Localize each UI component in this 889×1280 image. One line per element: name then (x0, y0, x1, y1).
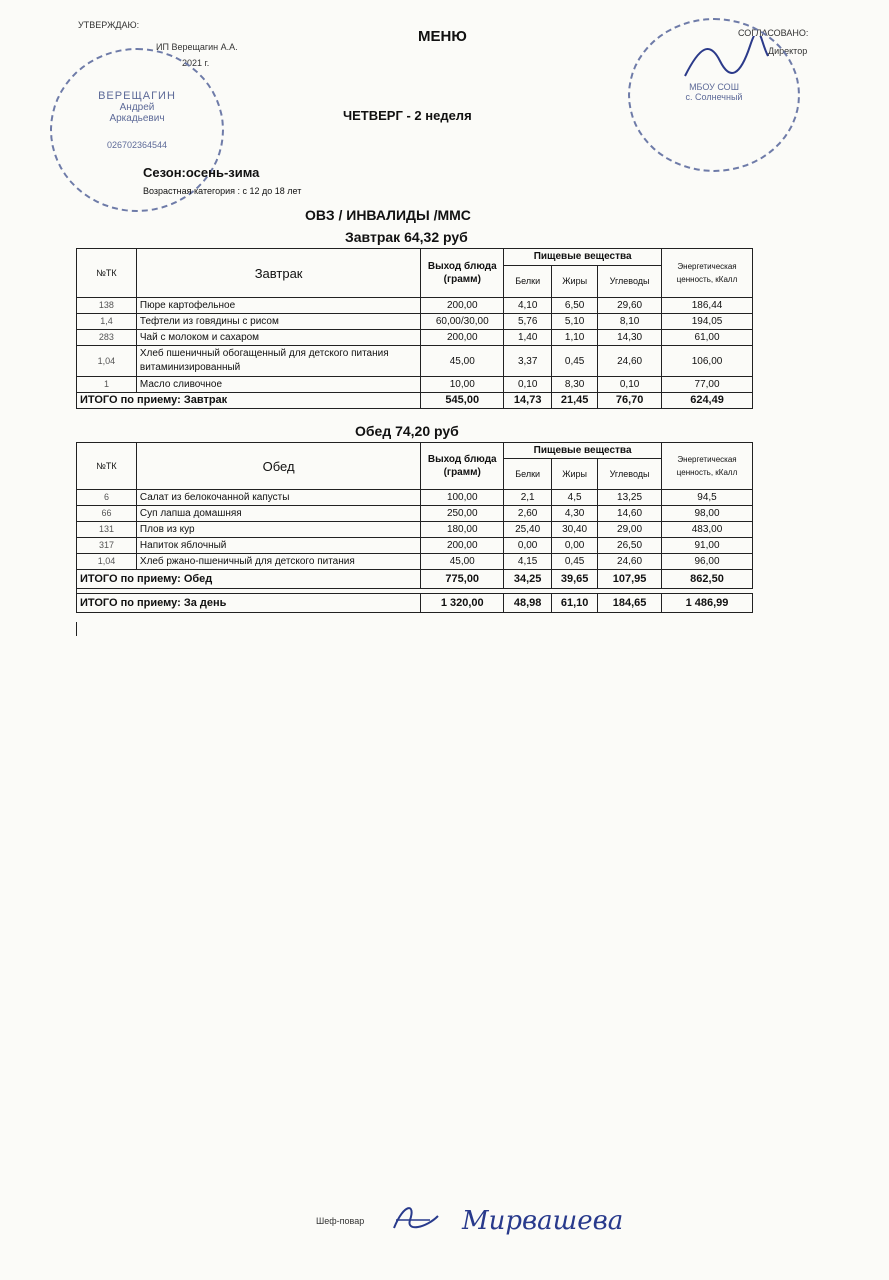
total-energy: 862,50 (662, 570, 753, 589)
cell-carbs: 24,60 (598, 554, 662, 570)
cell-proteins: 3,37 (504, 346, 552, 377)
cell-energy: 61,00 (662, 330, 753, 346)
table-row (77, 506, 753, 522)
cell-proteins: 4,10 (504, 298, 552, 314)
cell-carbs: 14,60 (598, 506, 662, 522)
day-total-yield: 1 320,00 (421, 594, 504, 613)
agreed-label: СОГЛАСОВАНО: (738, 28, 809, 38)
col-nutrients: Пищевые вещества (504, 443, 662, 459)
cell-yield: 180,00 (421, 522, 504, 538)
total-yield: 775,00 (421, 570, 504, 589)
cell-fats: 0,45 (552, 346, 598, 377)
cell-proteins: 2,1 (504, 490, 552, 506)
cell-name: Салат из белокочанной капусты (136, 490, 420, 506)
col-code: №ТК (77, 249, 137, 298)
cell-yield: 45,00 (421, 346, 504, 377)
stamp-line: МБОУ СОШ (689, 82, 739, 92)
cell-name: Хлеб ржано-пшеничный для детского питания (136, 554, 420, 570)
total-carbs: 107,95 (598, 570, 662, 589)
day-total-energy: 1 486,99 (662, 594, 753, 613)
cell-fats: 0,00 (552, 538, 598, 554)
chef-label: Шеф-повар (316, 1216, 365, 1226)
stamp-line: 026702364544 (106, 140, 168, 150)
agreed-by: Директор (768, 46, 808, 56)
total-carbs: 76,70 (598, 393, 662, 409)
table-row (77, 377, 753, 393)
cell-carbs: 13,25 (598, 490, 662, 506)
cell-proteins: 4,15 (504, 554, 552, 570)
table-row (77, 314, 753, 330)
cell-name: Чай с молоком и сахаром (136, 330, 420, 346)
total-label: ИТОГО по приему: Завтрак (77, 393, 421, 409)
chef-signature: Мирвашева (462, 1206, 624, 1236)
breakfast-title: Завтрак 64,32 руб (345, 229, 468, 245)
approved-by: ИП Верещагин А.А. (156, 42, 238, 52)
cell-carbs: 24,60 (598, 346, 662, 377)
cell-fats: 0,45 (552, 554, 598, 570)
cell-fats: 4,30 (552, 506, 598, 522)
col-carbs: Углеводы (598, 459, 662, 490)
table-row (77, 538, 753, 554)
season: Сезон:осень-зима (143, 165, 260, 180)
col-proteins: Белки (504, 459, 552, 490)
cell-proteins: 0,00 (504, 538, 552, 554)
total-yield: 545,00 (421, 393, 504, 409)
cell-proteins: 2,60 (504, 506, 552, 522)
stamp-line: Аркадьевич (109, 113, 165, 124)
cell-code: 317 (77, 538, 137, 554)
cell-fats: 4,5 (552, 490, 598, 506)
day-total-proteins: 48,98 (504, 594, 552, 613)
cell-proteins: 0,10 (504, 377, 552, 393)
cell-name: Напиток яблочный (136, 538, 420, 554)
cell-yield: 10,00 (421, 377, 504, 393)
total-proteins: 34,25 (504, 570, 552, 589)
col-energy: Энергетическая ценность, кКалл (662, 443, 753, 490)
approved-year: 2021 г. (182, 58, 210, 68)
col-proteins: Белки (504, 265, 552, 297)
cell-fats: 30,40 (552, 522, 598, 538)
lunch-table (76, 442, 753, 613)
cell-proteins: 5,76 (504, 314, 552, 330)
cell-carbs: 0,10 (598, 377, 662, 393)
approved-label: УТВЕРЖДАЮ: (78, 20, 140, 30)
table-row (77, 298, 753, 314)
col-yield: Выход блюда (грамм) (421, 443, 504, 490)
cell-carbs: 26,50 (598, 538, 662, 554)
cell-energy: 91,00 (662, 538, 753, 554)
day-total-fats: 61,10 (552, 594, 598, 613)
cell-fats: 8,30 (552, 377, 598, 393)
cell-energy: 194,05 (662, 314, 753, 330)
cell-code: 283 (77, 330, 137, 346)
director-signature (680, 36, 770, 86)
chef-initial-signature (386, 1198, 446, 1238)
day-total-label: ИТОГО по приему: За день (77, 594, 421, 613)
day-title: ЧЕТВЕРГ - 2 неделя (343, 108, 472, 123)
stamp-line: Андрей (119, 102, 155, 113)
col-nutrients: Пищевые вещества (504, 249, 662, 266)
table-edge (76, 622, 77, 636)
cell-yield: 250,00 (421, 506, 504, 522)
meal-header: Завтрак (136, 249, 420, 298)
day-total-row (77, 594, 753, 613)
total-fats: 21,45 (552, 393, 598, 409)
cell-name: Плов из кур (136, 522, 420, 538)
col-carbs: Углеводы (598, 265, 662, 297)
total-fats: 39,65 (552, 570, 598, 589)
cell-code: 1,04 (77, 554, 137, 570)
col-fats: Жиры (552, 459, 598, 490)
cell-code: 131 (77, 522, 137, 538)
cell-code: 66 (77, 506, 137, 522)
cell-energy: 77,00 (662, 377, 753, 393)
cell-yield: 200,00 (421, 330, 504, 346)
table-row (77, 522, 753, 538)
cell-proteins: 25,40 (504, 522, 552, 538)
cell-carbs: 8,10 (598, 314, 662, 330)
cell-name: Хлеб пшеничный обогащенный для детского питания витаминизированный (136, 346, 420, 377)
total-label: ИТОГО по приему: Обед (77, 570, 421, 589)
cell-carbs: 29,00 (598, 522, 662, 538)
table-row (77, 330, 753, 346)
cell-yield: 200,00 (421, 538, 504, 554)
cell-fats: 5,10 (552, 314, 598, 330)
cell-energy: 106,00 (662, 346, 753, 377)
table-row (77, 346, 753, 377)
lunch-title: Обед 74,20 руб (355, 423, 459, 439)
cell-energy: 94,5 (662, 490, 753, 506)
cell-proteins: 1,40 (504, 330, 552, 346)
cell-code: 138 (77, 298, 137, 314)
cell-code: 1,4 (77, 314, 137, 330)
cell-yield: 100,00 (421, 490, 504, 506)
cell-code: 6 (77, 490, 137, 506)
cell-name: Масло сливочное (136, 377, 420, 393)
total-proteins: 14,73 (504, 393, 552, 409)
breakfast-table (76, 248, 753, 409)
cell-fats: 6,50 (552, 298, 598, 314)
meal-header: Обед (136, 443, 420, 490)
cell-energy: 98,00 (662, 506, 753, 522)
total-energy: 624,49 (662, 393, 753, 409)
total-row (77, 570, 753, 589)
total-row (77, 393, 753, 409)
cell-code: 1,04 (77, 346, 137, 377)
stamp-line: с. Солнечный (685, 92, 743, 102)
cell-yield: 200,00 (421, 298, 504, 314)
stamp-line: ВЕРЕЩАГИН (98, 90, 176, 102)
age-category: Возрастная категория : с 12 до 18 лет (143, 186, 302, 196)
cell-carbs: 14,30 (598, 330, 662, 346)
col-energy: Энергетическая ценность, кКалл (662, 249, 753, 298)
cell-fats: 1,10 (552, 330, 598, 346)
cell-name: Пюре картофельное (136, 298, 420, 314)
cell-carbs: 29,60 (598, 298, 662, 314)
cell-name: Тефтели из говядины с рисом (136, 314, 420, 330)
cell-energy: 483,00 (662, 522, 753, 538)
cell-yield: 60,00/30,00 (421, 314, 504, 330)
cell-name: Суп лапша домашняя (136, 506, 420, 522)
cell-code: 1 (77, 377, 137, 393)
page-title: МЕНЮ (418, 28, 467, 45)
cell-yield: 45,00 (421, 554, 504, 570)
group-title: ОВЗ / ИНВАЛИДЫ /ММС (305, 207, 471, 223)
table-row (77, 554, 753, 570)
col-yield: Выход блюда (грамм) (421, 249, 504, 298)
col-code: №ТК (77, 443, 137, 490)
day-total-carbs: 184,65 (598, 594, 662, 613)
cell-energy: 186,44 (662, 298, 753, 314)
table-row (77, 490, 753, 506)
cell-energy: 96,00 (662, 554, 753, 570)
col-fats: Жиры (552, 265, 598, 297)
